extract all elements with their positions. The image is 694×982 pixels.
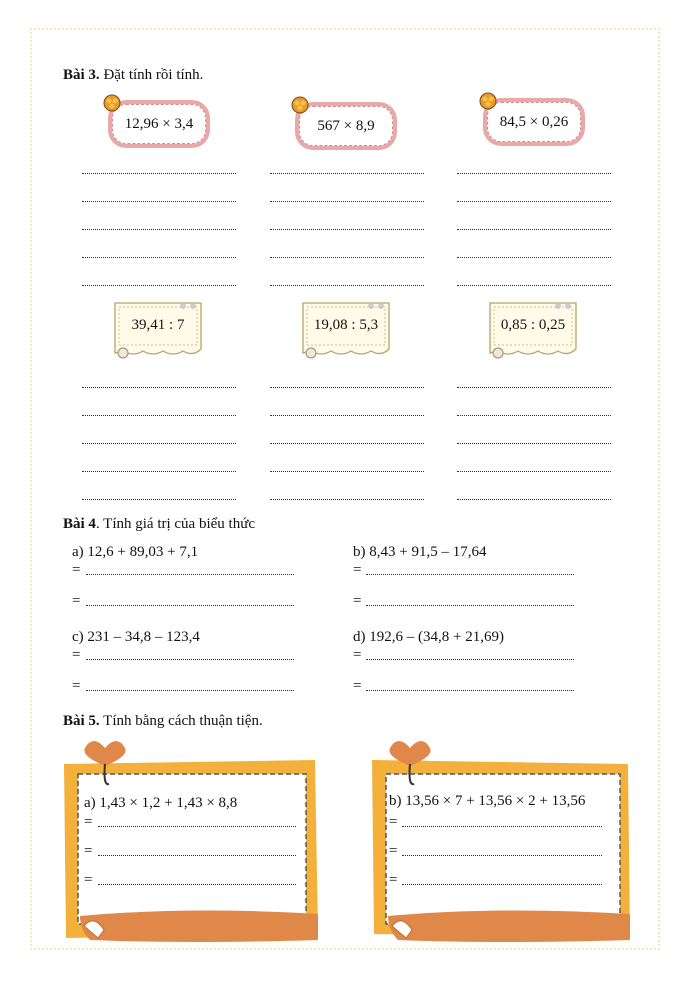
problem-text: 39,41 : 7 <box>131 317 185 333</box>
expression-5a: a) 1,43 × 1,2 + 1,43 × 8,8 <box>84 795 238 811</box>
expression-a: a) 12,6 + 89,03 + 7,1 <box>72 544 199 560</box>
equals-sign: = <box>389 872 398 888</box>
answer-line[interactable] <box>82 499 236 500</box>
answer-line[interactable] <box>82 201 236 202</box>
equals-sign: = <box>389 814 398 830</box>
answer-line[interactable] <box>270 257 424 258</box>
problem-pill-2 <box>295 102 397 150</box>
equals-sign: = <box>353 647 362 663</box>
answer-line[interactable] <box>457 499 611 500</box>
answer-line[interactable] <box>82 471 236 472</box>
answer-line[interactable] <box>270 443 424 444</box>
expression-5b: b) 13,56 × 7 + 13,56 × 2 + 13,56 <box>389 793 586 809</box>
answer-line[interactable] <box>366 605 574 606</box>
problem-note-3 <box>488 301 578 357</box>
answer-board-a <box>60 734 322 946</box>
answer-line[interactable] <box>402 826 602 827</box>
equals-sign: = <box>72 647 81 663</box>
answer-line[interactable] <box>366 659 574 660</box>
answer-line[interactable] <box>457 201 611 202</box>
equals-sign: = <box>72 593 81 609</box>
answer-line[interactable] <box>82 173 236 174</box>
answer-line[interactable] <box>457 285 611 286</box>
answer-line[interactable] <box>402 884 602 885</box>
problem-note-2 <box>301 301 391 357</box>
answer-line[interactable] <box>270 415 424 416</box>
equals-sign: = <box>72 678 81 694</box>
answer-line[interactable] <box>366 690 574 691</box>
answer-line[interactable] <box>270 499 424 500</box>
answer-line[interactable] <box>82 443 236 444</box>
problem-text: 12,96 × 3,4 <box>112 104 206 144</box>
answer-line[interactable] <box>457 257 611 258</box>
equals-sign: = <box>84 814 93 830</box>
equals-sign: = <box>353 678 362 694</box>
problem-text: 19,08 : 5,3 <box>313 317 379 333</box>
expression-b: b) 8,43 + 91,5 – 17,64 <box>353 544 487 560</box>
bai4-title: Bài 4. Tính giá trị của biểu thức <box>63 516 255 532</box>
answer-line[interactable] <box>82 257 236 258</box>
answer-line[interactable] <box>98 855 296 856</box>
answer-line[interactable] <box>82 387 236 388</box>
bai3-title: Bài 3. Đặt tính rồi tính. <box>63 67 204 83</box>
problem-pill-1 <box>108 100 210 148</box>
equals-sign: = <box>353 562 362 578</box>
bai5-title: Bài 5. Tính bằng cách thuận tiện. <box>63 713 263 729</box>
answer-line[interactable] <box>457 229 611 230</box>
answer-line[interactable] <box>270 229 424 230</box>
answer-line[interactable] <box>270 285 424 286</box>
answer-line[interactable] <box>457 173 611 174</box>
answer-line[interactable] <box>86 605 294 606</box>
answer-line[interactable] <box>270 387 424 388</box>
expression-c: c) 231 – 34,8 – 123,4 <box>72 629 200 645</box>
answer-line[interactable] <box>457 415 611 416</box>
answer-line[interactable] <box>457 443 611 444</box>
problem-pill-3 <box>483 98 585 146</box>
answer-line[interactable] <box>86 574 294 575</box>
flower-icon <box>290 95 310 115</box>
problem-text: 84,5 × 0,26 <box>487 102 581 142</box>
answer-line[interactable] <box>457 471 611 472</box>
answer-line[interactable] <box>98 826 296 827</box>
equals-sign: = <box>84 843 93 859</box>
problem-note-1 <box>113 301 203 357</box>
equals-sign: = <box>72 562 81 578</box>
answer-line[interactable] <box>457 387 611 388</box>
problem-text: 567 × 8,9 <box>299 106 393 146</box>
answer-line[interactable] <box>98 884 296 885</box>
answer-line[interactable] <box>82 285 236 286</box>
answer-line[interactable] <box>86 690 294 691</box>
answer-line[interactable] <box>270 201 424 202</box>
answer-line[interactable] <box>270 173 424 174</box>
expression-d: d) 192,6 – (34,8 + 21,69) <box>353 629 504 645</box>
heart-icon <box>84 741 125 766</box>
flower-icon <box>102 93 122 113</box>
equals-sign: = <box>389 843 398 859</box>
equals-sign: = <box>84 872 93 888</box>
answer-line[interactable] <box>82 229 236 230</box>
answer-line[interactable] <box>86 659 294 660</box>
answer-board-b <box>368 734 636 946</box>
answer-line[interactable] <box>82 415 236 416</box>
answer-line[interactable] <box>270 471 424 472</box>
problem-text: 0,85 : 0,25 <box>500 317 566 333</box>
flower-icon <box>478 91 498 111</box>
answer-line[interactable] <box>402 855 602 856</box>
answer-line[interactable] <box>366 574 574 575</box>
equals-sign: = <box>353 593 362 609</box>
